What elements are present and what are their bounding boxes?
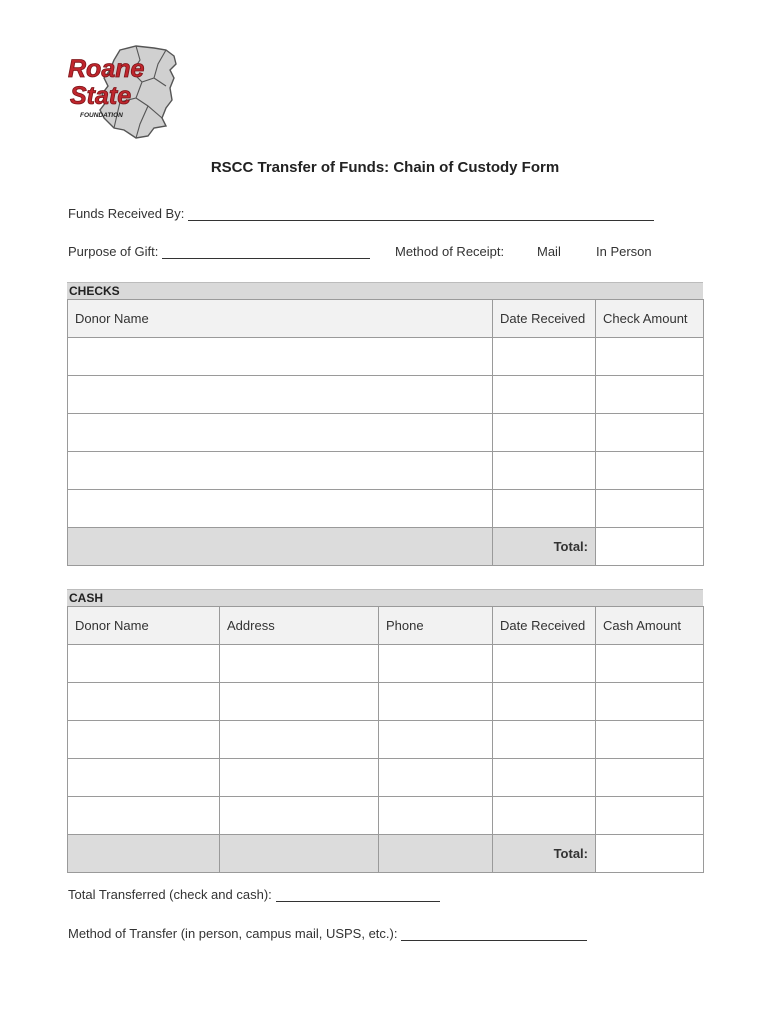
donor-name-cell[interactable] bbox=[68, 797, 220, 835]
cash-amount-cell[interactable] bbox=[596, 683, 704, 721]
date-received-cell[interactable] bbox=[493, 376, 596, 414]
date-received-cell[interactable] bbox=[493, 338, 596, 376]
address-cell[interactable] bbox=[220, 721, 379, 759]
table-row bbox=[68, 414, 704, 452]
funds-received-by-field[interactable] bbox=[188, 208, 654, 221]
phone-cell[interactable] bbox=[379, 721, 493, 759]
funds-received-by-row bbox=[68, 206, 654, 221]
shaded-cell bbox=[68, 528, 493, 566]
column-header-check-amount: Check Amount bbox=[596, 300, 704, 338]
logo-foundation-text: FOUNDATION bbox=[80, 112, 123, 119]
checks-table bbox=[67, 299, 704, 566]
checks-header-row bbox=[68, 300, 704, 338]
address-cell[interactable] bbox=[220, 759, 379, 797]
donor-name-cell[interactable] bbox=[68, 376, 493, 414]
check-amount-cell[interactable] bbox=[596, 490, 704, 528]
method-of-transfer-field[interactable] bbox=[401, 928, 587, 941]
table-row bbox=[68, 338, 704, 376]
shaded-cell bbox=[379, 835, 493, 873]
receipt-option-in-person[interactable]: In Person bbox=[596, 244, 652, 259]
table-row bbox=[68, 797, 704, 835]
method-of-transfer-label: Method of Transfer (in person, campus mail, USPS, etc.): bbox=[68, 926, 398, 941]
donor-name-cell[interactable] bbox=[68, 414, 493, 452]
column-header-phone: Phone bbox=[379, 607, 493, 645]
cash-amount-cell[interactable] bbox=[596, 797, 704, 835]
donor-name-cell[interactable] bbox=[68, 338, 493, 376]
method-of-transfer-row bbox=[68, 926, 587, 941]
cash-table bbox=[67, 606, 704, 873]
date-received-cell[interactable] bbox=[493, 683, 596, 721]
checks-total-amount-cell[interactable] bbox=[596, 528, 704, 566]
table-row bbox=[68, 683, 704, 721]
shaded-cell bbox=[220, 835, 379, 873]
donor-name-cell[interactable] bbox=[68, 683, 220, 721]
table-row bbox=[68, 721, 704, 759]
total-transferred-label: Total Transferred (check and cash): bbox=[68, 887, 272, 902]
address-cell[interactable] bbox=[220, 683, 379, 721]
address-cell[interactable] bbox=[220, 797, 379, 835]
donor-name-cell[interactable] bbox=[68, 490, 493, 528]
form-title: RSCC Transfer of Funds: Chain of Custody Form bbox=[210, 159, 560, 176]
donor-name-cell[interactable] bbox=[68, 759, 220, 797]
column-header-donor-name: Donor Name bbox=[68, 300, 493, 338]
total-transferred-row bbox=[68, 887, 440, 902]
cash-amount-cell[interactable] bbox=[596, 721, 704, 759]
phone-cell[interactable] bbox=[379, 759, 493, 797]
roane-state-foundation-logo bbox=[62, 42, 202, 142]
cash-section-header: CASH bbox=[67, 589, 703, 606]
phone-cell[interactable] bbox=[379, 797, 493, 835]
cash-amount-cell[interactable] bbox=[596, 645, 704, 683]
donor-name-cell[interactable] bbox=[68, 721, 220, 759]
table-row bbox=[68, 490, 704, 528]
purpose-of-gift-row bbox=[68, 244, 370, 259]
purpose-of-gift-label: Purpose of Gift: bbox=[68, 244, 159, 259]
table-row bbox=[68, 376, 704, 414]
column-header-cash-amount: Cash Amount bbox=[596, 607, 704, 645]
receipt-option-mail[interactable]: Mail bbox=[537, 244, 561, 259]
purpose-of-gift-field[interactable] bbox=[162, 246, 370, 259]
column-header-donor-name: Donor Name bbox=[68, 607, 220, 645]
checks-section-header: CHECKS bbox=[67, 282, 703, 299]
column-header-date-received: Date Received bbox=[493, 300, 596, 338]
table-row bbox=[68, 452, 704, 490]
phone-cell[interactable] bbox=[379, 683, 493, 721]
cash-amount-cell[interactable] bbox=[596, 759, 704, 797]
total-transferred-field[interactable] bbox=[276, 889, 440, 902]
check-amount-cell[interactable] bbox=[596, 376, 704, 414]
checks-total-row bbox=[68, 528, 704, 566]
table-row bbox=[68, 645, 704, 683]
date-received-cell[interactable] bbox=[493, 490, 596, 528]
check-amount-cell[interactable] bbox=[596, 452, 704, 490]
logo-state-text: State bbox=[70, 82, 132, 110]
cash-total-row bbox=[68, 835, 704, 873]
cash-header-row bbox=[68, 607, 704, 645]
checks-total-label: Total: bbox=[493, 528, 596, 566]
donor-name-cell[interactable] bbox=[68, 645, 220, 683]
date-received-cell[interactable] bbox=[493, 797, 596, 835]
date-received-cell[interactable] bbox=[493, 414, 596, 452]
cash-total-label: Total: bbox=[493, 835, 596, 873]
check-amount-cell[interactable] bbox=[596, 338, 704, 376]
donor-name-cell[interactable] bbox=[68, 452, 493, 490]
column-header-date-received: Date Received bbox=[493, 607, 596, 645]
column-header-address: Address bbox=[220, 607, 379, 645]
date-received-cell[interactable] bbox=[493, 452, 596, 490]
table-row bbox=[68, 759, 704, 797]
funds-received-by-label: Funds Received By: bbox=[68, 206, 185, 221]
phone-cell[interactable] bbox=[379, 645, 493, 683]
address-cell[interactable] bbox=[220, 645, 379, 683]
shaded-cell bbox=[68, 835, 220, 873]
date-received-cell[interactable] bbox=[493, 759, 596, 797]
check-amount-cell[interactable] bbox=[596, 414, 704, 452]
date-received-cell[interactable] bbox=[493, 721, 596, 759]
cash-total-amount-cell[interactable] bbox=[596, 835, 704, 873]
logo-roane-text: Roane bbox=[68, 55, 145, 83]
method-of-receipt-label: Method of Receipt: bbox=[395, 244, 505, 259]
date-received-cell[interactable] bbox=[493, 645, 596, 683]
